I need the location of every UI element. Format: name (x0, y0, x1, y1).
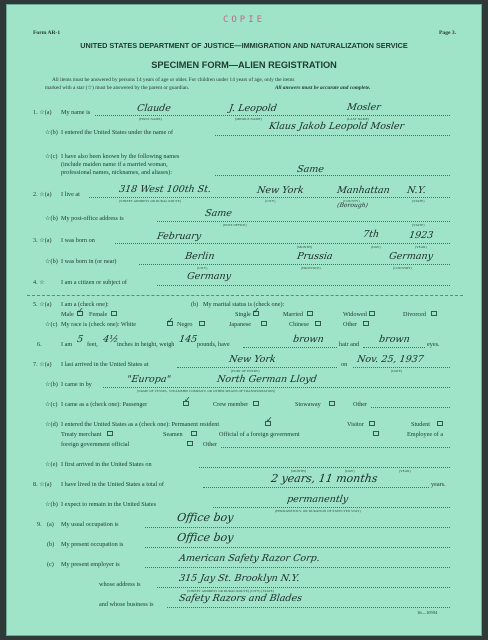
caption-province: (PROVINCE) (301, 266, 321, 270)
male-check-mark: ✓ (77, 306, 84, 315)
business-line (167, 607, 450, 608)
instructions-emphasis: All answers must be accurate and complete. (275, 85, 371, 91)
weight-value: 145 (178, 334, 198, 345)
came-by-label: I came in by (61, 381, 92, 388)
height-text-5: hair and (339, 341, 360, 348)
caption-port: (PORT OF ENTRY) (231, 369, 260, 373)
city-value: New York (256, 185, 305, 196)
seamen-label: Seamen (163, 431, 183, 438)
caption-day: (DAY) (371, 245, 381, 249)
employer-address-value: 315 Jay St. Brooklyn N.Y. (178, 573, 301, 584)
born-on-label: I was born on (61, 237, 95, 244)
eyes-line (363, 347, 425, 348)
department-heading: UNITED STATES DEPARTMENT OF JUSTICE—IMMIGRATION AND NATURALIZATION SERVICE (80, 41, 408, 50)
item-1b-number: ☆(b) (45, 129, 58, 136)
entered-name-line (215, 135, 450, 136)
born-in-label: I was born in (or near) (61, 258, 117, 265)
alien-registration-form (6, 4, 482, 636)
employer-value: American Safety Razor Corp. (178, 553, 321, 564)
item-7c-number: ☆(c) (45, 401, 58, 408)
japanese-checkbox[interactable] (261, 321, 267, 326)
first-name-value: Claude (136, 103, 172, 114)
sex-label: I am a (check one): (61, 301, 109, 308)
lived-label: I have lived in the United States a total of (61, 481, 164, 488)
employer-line (145, 567, 450, 568)
item-7d-number: ☆(d) (45, 421, 58, 428)
usual-occupation-line (145, 527, 450, 528)
caption-county: (COUNTY) (343, 199, 360, 203)
crew-label: Crew member (213, 401, 249, 408)
caption-year: (YEAR) (415, 245, 427, 249)
form-number: Form AR-1 (33, 30, 61, 36)
form-title: SPECIMEN FORM—ALIEN REGISTRATION (151, 60, 337, 70)
expect-label: I expect to remain in the United States (61, 501, 157, 508)
live-at-label: I live at (61, 191, 80, 198)
item-1c-number: ☆(c) (45, 153, 58, 160)
business-value: Safety Razors and Blades (178, 593, 303, 604)
permanent-resident-check-mark: ✓ (266, 415, 273, 424)
county-value: Manhattan (336, 185, 391, 196)
widowed-checkbox[interactable] (369, 311, 375, 316)
official-label: Official of a foreign government (219, 431, 300, 438)
item-7b-number: ☆(b) (45, 381, 58, 388)
caption-city: (CITY) (265, 199, 276, 203)
known-names-line (215, 175, 450, 176)
post-office-line (157, 221, 450, 222)
present-occupation-value: Office boy (176, 531, 235, 544)
passenger-check-mark: ✓ (184, 395, 191, 404)
item-3a-number: 3. ☆(a) (33, 237, 52, 244)
item-9a-number: (a) (47, 521, 54, 528)
borough-note: (Borough) (336, 202, 369, 209)
female-label: Female (89, 311, 108, 318)
caption-year-2: (YEAR) (399, 469, 411, 473)
post-office-value: Same (204, 208, 233, 219)
instructions-line-2: marked with a star (☆) must be answered by the parent or guardian. (45, 85, 190, 91)
item-6-number: 6. (37, 341, 42, 348)
born-in-line (139, 264, 450, 265)
crew-checkbox[interactable] (253, 401, 259, 406)
caption-state: (STATE) (412, 199, 425, 203)
single-check-mark: ✓ (253, 306, 260, 315)
birth-year-value: 1923 (408, 230, 435, 241)
lived-value: 2 years, 11 months (270, 472, 379, 485)
other-came-label: Other (353, 401, 368, 408)
state-value: N.Y. (406, 185, 427, 196)
caption-employer-address: (STREET ADDRESS OR RURAL ROUTE) (CITY) (STATE) (187, 589, 274, 593)
divorced-label: Divorced (403, 311, 427, 318)
item-9-number: 9. (37, 521, 42, 528)
name-line (95, 115, 450, 116)
arrived-date-value: Nov. 25, 1937 (356, 354, 425, 365)
visitor-checkbox[interactable] (369, 421, 375, 426)
chinese-checkbox[interactable] (315, 321, 321, 326)
birth-day-value: 7th (362, 229, 380, 240)
section-divider-1 (27, 295, 463, 296)
name-label: My name is (61, 109, 91, 116)
caption-date: (DATE) (391, 369, 403, 373)
female-checkbox[interactable] (111, 311, 117, 316)
single-label: Single (235, 311, 251, 318)
came-by-line (103, 387, 450, 388)
other-entered-label: Other (203, 441, 218, 448)
student-label: Student (411, 421, 430, 428)
seamen-checkbox[interactable] (191, 431, 197, 436)
negro-label: Negro (177, 321, 193, 328)
citizen-line (157, 285, 450, 286)
present-occupation-line (145, 547, 450, 548)
caption-first-name: (FIRST NAME) (139, 117, 162, 121)
caption-middle-name: (MIDDLE NAME) (235, 117, 262, 121)
married-checkbox[interactable] (307, 311, 313, 316)
japanese-label: Japanese (229, 321, 251, 328)
caption-street: (STREET ADDRESS OR RURAL ROUTE) (119, 199, 182, 203)
item-3b-number: ☆(b) (45, 258, 58, 265)
page-number: Page 3. (439, 30, 457, 36)
birth-province-value: Prussia (296, 251, 334, 262)
visitor-label: Visitor (347, 421, 364, 428)
marital-label: My marital status is (check one): (203, 301, 285, 308)
first-arrived-line (199, 467, 450, 468)
height-feet-value: 5 (76, 334, 84, 345)
white-check-mark: ✓ (167, 316, 174, 325)
years-label: years. (431, 481, 446, 488)
item-2b-number: ☆(b) (45, 215, 58, 222)
stowaway-label: Stowaway (295, 401, 321, 408)
instructions-line-1: All items must be answered by persons 14 years of age or older. For children under 14 years of age, only the items (52, 77, 295, 83)
treaty-merchant-label: Treaty merchant (61, 431, 102, 438)
foreign-official-checkbox[interactable] (187, 441, 193, 446)
arrived-label: I last arrived in the United States at (61, 361, 149, 368)
caption-birth-city: (CITY) (197, 266, 208, 270)
height-inches-value: 4½ (102, 334, 120, 345)
other-entered-line (221, 447, 450, 448)
item-8b-number: ☆(b) (45, 501, 58, 508)
whose-address-label: whose address is (99, 581, 141, 588)
item-8a-number: 8. ☆(a) (33, 481, 52, 488)
caption-month-2: (MONTH) (291, 469, 306, 473)
height-text-4: pounds, have (197, 341, 230, 348)
arrived-date-line (353, 367, 450, 368)
caption-country: (COUNTRY) (393, 266, 412, 270)
caption-month: (MONTH) (297, 245, 312, 249)
caption-expect: (PERMANENTLY, OR DURATION OF EXPECTED STAY) (275, 509, 361, 513)
negro-checkbox[interactable] (199, 321, 205, 326)
foreign-official-label: foreign government official (61, 441, 130, 448)
arrived-on-label: on (341, 361, 348, 368)
item-1a-number: 1. ☆(a) (33, 109, 52, 116)
height-text-2: feet, (87, 341, 98, 348)
chinese-label: Chinese (289, 321, 309, 328)
item-9b-number: (b) (47, 541, 55, 548)
other-race-checkbox[interactable] (363, 321, 369, 326)
usual-occupation-value: Office boy (176, 511, 235, 524)
widowed-label: Widowed (343, 311, 367, 318)
height-text-1: I am (61, 341, 73, 348)
item-9c-number: (c) (47, 561, 54, 568)
born-on-line (115, 243, 450, 244)
student-checkbox[interactable] (437, 421, 443, 426)
lived-line (203, 487, 429, 488)
street-value: 318 West 100th St. (118, 184, 212, 195)
eyes-value: brown (378, 334, 411, 345)
divorced-checkbox[interactable] (431, 311, 437, 316)
hair-value: brown (292, 334, 325, 345)
whose-business-label: and whose business is (99, 601, 154, 608)
employer-address-line (157, 587, 450, 588)
expect-line (213, 507, 450, 508)
middle-name-value: J. Leopold (228, 103, 278, 114)
citizen-label: I am a citizen or subject of (61, 279, 127, 286)
citizen-value: Germany (186, 271, 232, 282)
last-name-value: Mosler (346, 102, 382, 113)
caption-day-2: (DAY) (345, 469, 355, 473)
item-5a-number: 5. ☆(a) (33, 301, 52, 308)
known-names-line-2: (include maiden name if a married woman, (61, 161, 168, 168)
height-text-6: eyes. (427, 341, 440, 348)
caption-last-name: (LAST NAME) (347, 117, 370, 121)
employee-label: Employee of a (407, 431, 444, 438)
birth-month-value: February (156, 231, 202, 242)
first-arrived-label: I first arrived in the United States on (61, 461, 152, 468)
arrived-place-line (177, 367, 337, 368)
copie-stamp: COPIE (222, 15, 266, 25)
known-names-value: Same (296, 164, 325, 175)
item-7e-number: ☆(e) (45, 461, 58, 468)
stowaway-checkbox[interactable] (329, 401, 335, 406)
usual-occupation-label: My usual occupation is (61, 521, 119, 528)
birth-city-value: Berlin (184, 251, 216, 262)
known-names-line-3: professional names, nicknames, and aliases): (61, 169, 172, 176)
employer-label: My present employer is (61, 561, 120, 568)
male-label: Male (61, 311, 74, 318)
item-5b-number: (b) (191, 301, 199, 308)
birth-country-value: Germany (388, 251, 434, 262)
treaty-merchant-checkbox[interactable] (107, 431, 113, 436)
height-text-3: inches in height, weigh (117, 341, 175, 348)
item-4-number: 4. ☆ (33, 279, 45, 286)
married-label: Married (283, 311, 303, 318)
entered-name-value: Klaus Jakob Leopold Mosler (268, 121, 405, 132)
item-2a-number: 2. ☆(a) (33, 191, 52, 198)
arrived-place-value: New York (228, 354, 277, 365)
post-office-label: My post-office address is (61, 215, 124, 222)
entered-name-label: I entered the United States under the name of (61, 129, 174, 136)
ship-value: "Europa" (126, 374, 172, 385)
entered-as-label: I entered the United States as a (check one): Permanent resident (61, 421, 220, 428)
race-label: My race is (check one): White (61, 321, 136, 328)
expect-value: permanently (286, 494, 349, 505)
other-race-label: Other (343, 321, 358, 328)
line-value: North German Lloyd (216, 374, 318, 385)
caption-state-2: (STATE) (412, 223, 425, 227)
live-at-line (89, 197, 450, 198)
hair-line (243, 347, 337, 348)
form-code: 16—10594 (417, 610, 438, 615)
official-checkbox[interactable] (373, 431, 379, 436)
present-occupation-label: My present occupation is (61, 541, 124, 548)
item-7a-number: 7. ☆(a) (33, 361, 52, 368)
caption-ship: (NAME OF VESSEL, STEAMSHIP COMPANY, OR OTHER MEANS OF TRANSPORTATION) (137, 389, 275, 393)
item-5c-number: ☆(c) (45, 321, 58, 328)
came-as-label: I came as a (check one): Passenger (61, 401, 148, 408)
known-names-line-1: I have also been known by the following names (61, 153, 180, 160)
other-came-line (371, 407, 450, 408)
caption-post-office: (POST OFFICE) (223, 223, 247, 227)
